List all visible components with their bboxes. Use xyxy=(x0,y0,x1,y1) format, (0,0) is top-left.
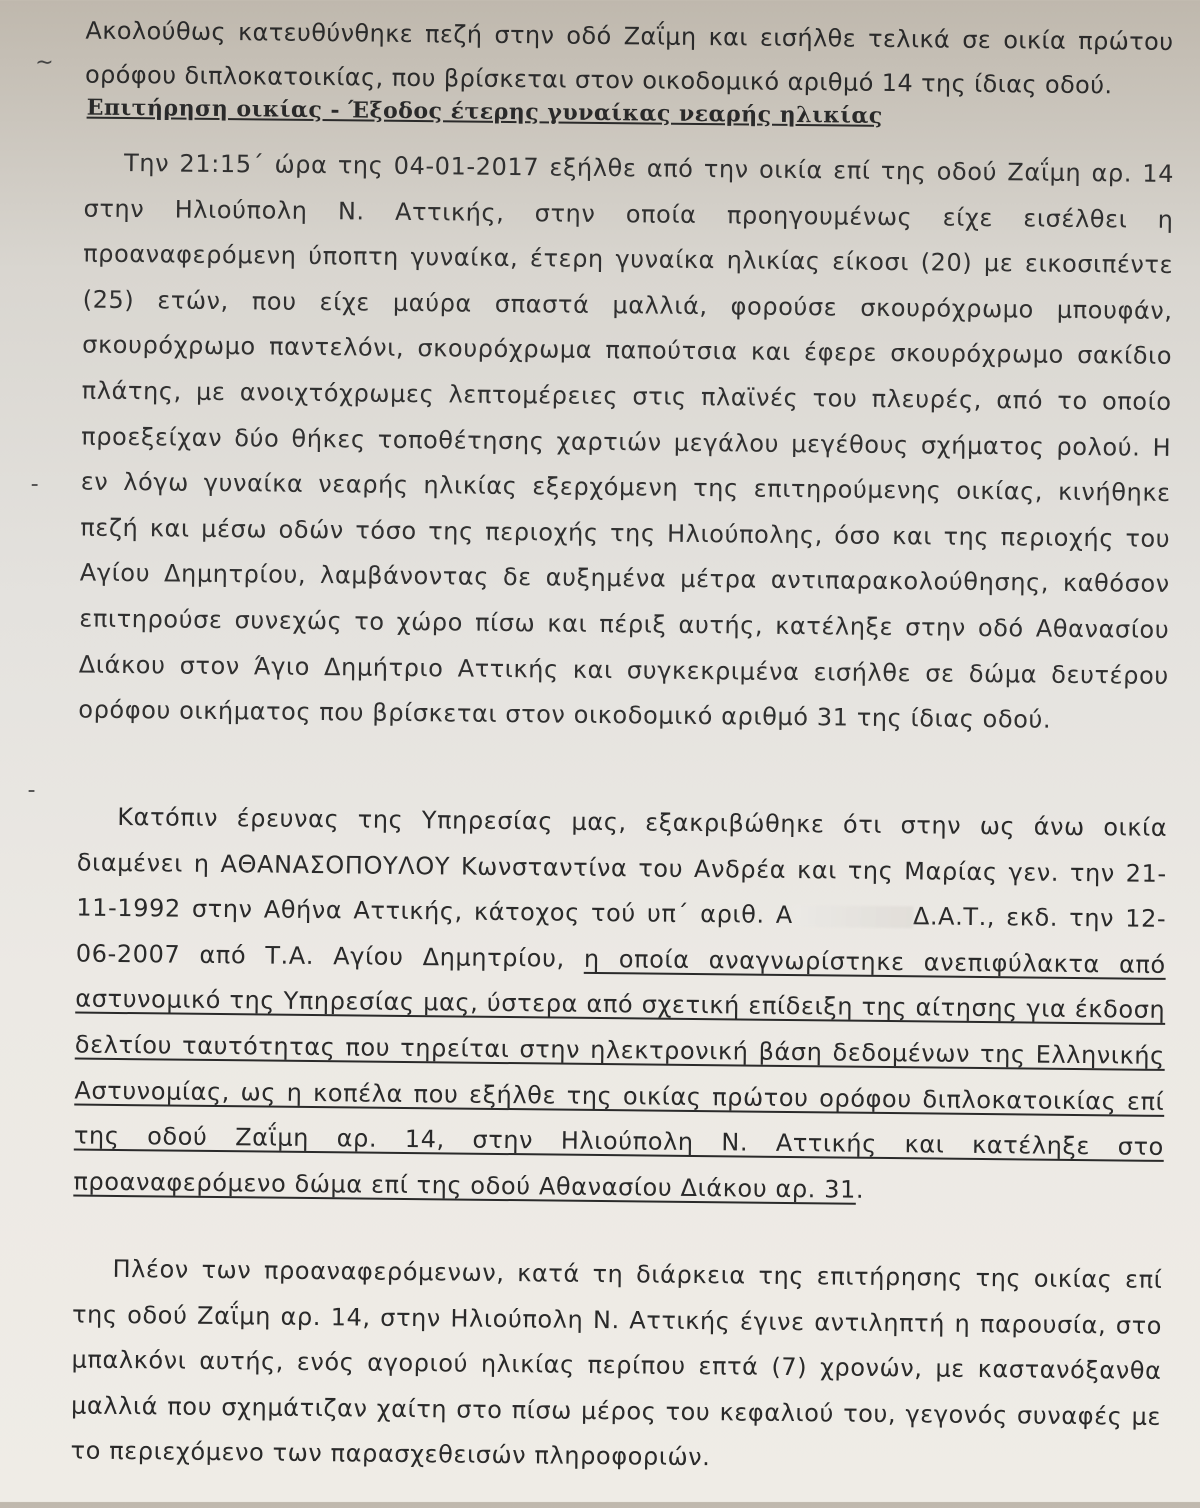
underlined-text: η οποία αναγνωρίστηκε ανεπιφύλακτα από αστυνομικό της Υπηρεσίας μας, ύστερα από σχετική επίδειξη της αίτησης για έκδοση δελτίου ταυτότητας που τηρείται στην ηλεκτρονική βάση δεδομένων της Ελληνικής Αστυνομίας, ως η κοπέλα που εξήλθε της οικίας πρώτου ορόφου διπλοκατοικίας επί της οδού Ζαΐμη αρ. 14, στην Ηλιούπολη Ν. Αττικής και κατέληξε στο προαναφερόμενο δώμα επί της οδού Αθανασίου Διάκου αρ. 31 xyxy=(73,944,1166,1204)
paragraph-text: Δ.Α.Τ., εκδ. την 12-06-2007 από Τ.Α. Αγίου Δημητρίου, xyxy=(75,902,1167,973)
margin-mark: - xyxy=(27,778,36,804)
margin-mark: ~ xyxy=(35,50,54,76)
paragraph-identification xyxy=(73,795,1167,1217)
paragraph-line: ορόφου διπλοκατοικίας, που βρίσκεται στον οικοδομικό αριθμό 14 της ίδιας οδού. xyxy=(84,60,1113,100)
paragraph-child-presence: Πλέον των προαναφερόμενων, κατά τη διάρκεια της επιτήρησης της οικίας επί της οδού Ζαΐμη αρ. 14, στην Ηλιούπολη Ν. Αττικής έγινε αντιληπτή η παρουσία, στο μπαλκόνι αυτής, ενός αγοριού ηλικίας περίπου επτά (7) χρονών, με καστανόξανθα μαλλιά που σχημάτιζαν χαίτη στο πίσω μέρος του κεφαλιού του, γεγονός συναφές με το περιεχόμενο των παρασχεθεισών πληροφοριών. xyxy=(70,1254,1163,1472)
redaction-blur xyxy=(793,905,913,928)
paragraph-continuation xyxy=(85,9,1174,108)
margin-mark: - xyxy=(30,472,39,498)
paragraph-text: Κατόπιν έρευνας της Υπηρεσίας μας, εξακριβώθηκε ότι στην ως άνω οικία διαμένει η ΑΘΑΝΑΣΟΠΟΥΛΟΥ Κωνσταντίνα του Ανδρέα και της Μαρίας γεν. την 21-11-1992 στην Αθήνα Αττικής, κάτοχος τού υπ΄ αριθ. Α xyxy=(76,802,1168,930)
paragraph-text: . xyxy=(855,1175,865,1204)
paragraph-surveillance: Την 21:15΄ ώρα της 04-01-2017 εξήλθε από την οικία επί της οδού Ζαΐμη αρ. 14 στην Ηλιούπολη Ν. Αττικής, στην οποία προηγουμένως είχε εισέλθει η προαναφερόμενη ύποπτη γυναίκα, έτερη γυναίκα ηλικίας είκοσι (20) με εικοσιπέντε (25) ετών, που είχε μαύρα σπαστά μαλλιά, φορούσε σκουρόχρωμο μπουφάν, σκουρόχρωμο παντελόνι, σκουρόχρωμα παπούτσια και έφερε σκουρόχρωμο σακίδιο πλάτης, με ανοιχτόχρωμες λεπτομέρειες στις πλαϊνές του πλευρές, από το οποίο προεξείχαν δύο θήκες τοποθέτησης χαρτιών μεγάλου μεγέθους σχήματος ρολού. Η εν λόγω γυναίκα νεαρής ηλικίας εξερχόμενη της επιτηρούμενης οικίας, κινήθηκε πεζή και μέσω οδών τόσο της περιοχής της Ηλιούπολης, όσο και της περιοχής του Αγίου Δημητρίου, λαμβάνοντας δε αυξημένα μέτρα αντιπαρακολούθησης, καθόσον επιτηρούσε συνεχώς το χώρο πίσω και πέριξ αυτής, κατέληξε στην οδό Αθανασίου Διάκου στον Άγιο Δημήτριο Αττικής και συγκεκριμένα εισήλθε σε δώμα δευτέρου ορόφου οικήματος που βρίσκεται στον οικοδομικό αριθμό 31 της ίδιας οδού. xyxy=(78,148,1175,734)
section-heading: Επιτήρηση οικίας - Έξοδος έτερης γυναίκας νεαρής ηλικίας xyxy=(86,94,883,129)
paragraph-line: Ακολούθως κατευθύνθηκε πεζή στην οδό Ζαΐμη και εισήλθε τελικά σε οικία πρώτου xyxy=(85,16,1174,56)
